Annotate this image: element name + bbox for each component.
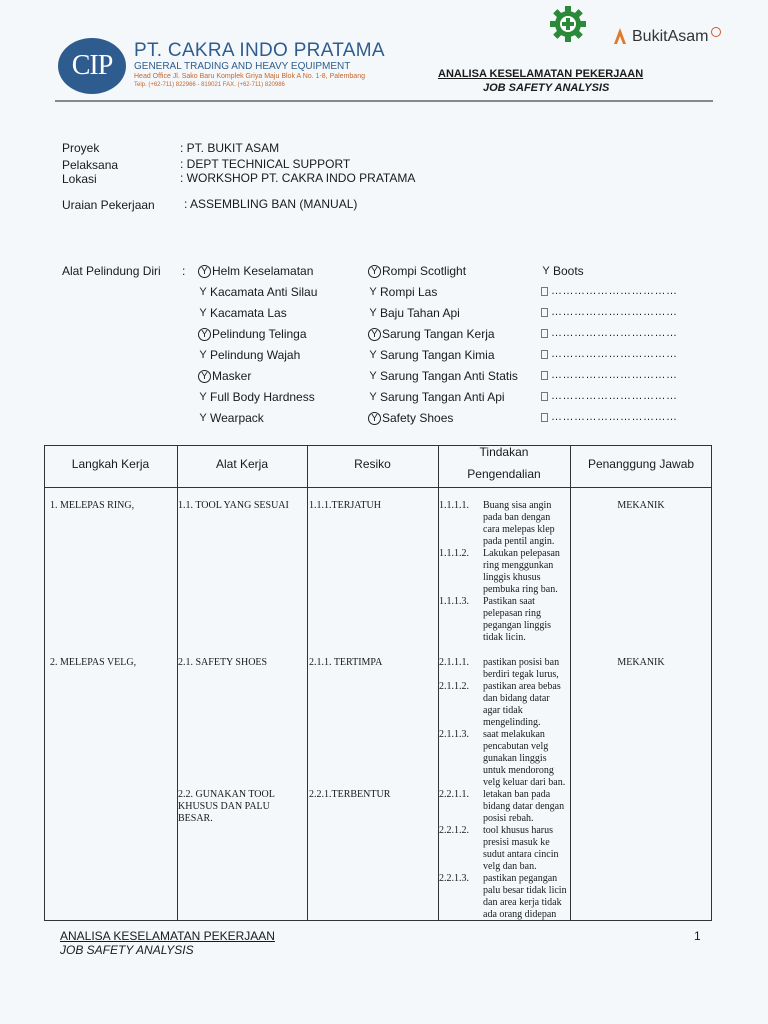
unchecked-mark-icon: Y xyxy=(199,412,207,424)
cell-alat: 2.2. GUNAKAN TOOL KHUSUS DAN PALU BESAR. xyxy=(178,789,275,824)
step-text: letakan ban pada bidang datar dengan posisi rebah. xyxy=(483,789,565,824)
step-text: pastikan pegangan palu besar tidak licin dan area kerja tidak ada orang didepan xyxy=(483,873,567,920)
step-text: saat melakukan pencabutan velg gunakan linggis untuk mendorong velg keluar dari ban. xyxy=(483,729,566,788)
tindakan-step xyxy=(439,729,569,789)
step-number: 2.2.1.2. xyxy=(439,825,469,836)
cell-langkah: 1. MELEPAS RING, xyxy=(50,500,135,511)
footer-subtitle: JOB SAFETY ANALYSIS xyxy=(60,943,194,957)
unchecked-mark-icon: Y xyxy=(199,349,207,361)
info-value-pelaksana: : DEPT TECHNICAL SUPPORT xyxy=(180,157,351,171)
apd-blank-line xyxy=(541,411,678,423)
fill-line: …………………………… xyxy=(551,306,678,318)
step-number: 1.1.1.3. xyxy=(439,596,469,607)
checked-circle-icon: Y xyxy=(368,412,381,425)
tindakan-step xyxy=(439,657,569,681)
apd-item xyxy=(368,348,495,362)
fill-line: …………………………… xyxy=(551,390,678,402)
step-number: 2.2.1.3. xyxy=(439,873,469,884)
fill-line: …………………………… xyxy=(551,348,678,360)
th-tindakan: Tindakan xyxy=(479,445,529,459)
cell-alat: 2.1. SAFETY SHOES xyxy=(178,657,268,668)
apd-item-label: Sarung Tangan Anti Statis xyxy=(380,369,518,383)
apd-item xyxy=(198,285,317,299)
page-number: 1 xyxy=(694,929,701,943)
cell-langkah: 2. MELEPAS VELG, xyxy=(50,657,137,668)
apd-item-label: Masker xyxy=(212,369,252,383)
unchecked-mark-icon: Y xyxy=(199,391,207,403)
apd-item xyxy=(368,327,495,341)
tindakan-step xyxy=(439,873,569,921)
apd-item-label: Sarung Tangan Anti Api xyxy=(380,390,505,404)
unchecked-mark-icon: Y xyxy=(369,370,377,382)
registered-mark-icon xyxy=(711,27,721,37)
step-text: pastikan area bebas dan bidang datar agar tidak mengelinding. xyxy=(483,681,561,728)
cell-pj: MEKANIK xyxy=(617,500,665,511)
table-col-divider xyxy=(570,445,571,921)
company-phone: Telp. (+62-711) 822966 - 819021 FAX. (+62-711) 820986 xyxy=(134,82,285,88)
checkbox-icon xyxy=(541,371,548,380)
fill-line: …………………………… xyxy=(551,411,678,423)
cell-tindakan xyxy=(439,657,569,789)
apd-item xyxy=(198,264,313,278)
info-value-uraian: : ASSEMBLING BAN (MANUAL) xyxy=(184,197,358,211)
fill-line: …………………………… xyxy=(551,327,678,339)
th-penanggung-jawab: Penanggung Jawab xyxy=(587,457,695,471)
apd-item xyxy=(198,306,287,320)
apd-item-label: Safety Shoes xyxy=(382,411,454,425)
apd-blank-line xyxy=(541,306,678,318)
apd-blank-line xyxy=(541,327,678,339)
th-langkah-kerja: Langkah Kerja xyxy=(71,457,150,471)
unchecked-mark-icon: Y xyxy=(369,307,377,319)
apd-item-label: Kacamata Las xyxy=(210,306,287,320)
step-text: Pastikan saat pelepasan ring pegangan linggis tidak licin. xyxy=(483,596,552,643)
step-number: 1.1.1.1. xyxy=(439,500,469,511)
apd-blank-line xyxy=(541,285,678,297)
info-value-lokasi: : WORKSHOP PT. CAKRA INDO PRATAMA xyxy=(180,171,416,185)
checked-circle-icon: Y xyxy=(198,328,211,341)
apd-item xyxy=(368,369,518,383)
step-number: 2.2.1.1. xyxy=(439,789,469,800)
info-label-proyek: Proyek xyxy=(62,141,100,155)
checkbox-icon xyxy=(541,329,548,338)
unchecked-mark-icon: Y xyxy=(199,307,207,319)
apd-item-label: Boots xyxy=(553,264,584,278)
apd-item xyxy=(368,285,437,299)
apd-item-label: Kacamata Anti Silau xyxy=(210,285,318,299)
apd-item xyxy=(198,390,315,404)
apd-blank-line xyxy=(541,348,678,360)
step-number: 2.1.1.3. xyxy=(439,729,469,740)
apd-item-label: Helm Keselamatan xyxy=(212,264,314,278)
fill-line: …………………………… xyxy=(551,369,678,381)
apd-item xyxy=(368,390,505,404)
company-logo: CIP xyxy=(58,38,126,94)
apd-item-label: Pelindung Wajah xyxy=(210,348,301,362)
apd-item-label: Rompi Scotlight xyxy=(382,264,467,278)
apd-item xyxy=(368,264,466,278)
table-col-divider xyxy=(307,445,308,921)
step-number: 1.1.1.2. xyxy=(439,548,469,559)
apd-item-label: Sarung Tangan Kerja xyxy=(382,327,495,341)
doc-subtitle: JOB SAFETY ANALYSIS xyxy=(483,82,610,94)
tindakan-step xyxy=(439,500,569,548)
unchecked-mark-icon: Y xyxy=(542,265,550,277)
header-divider xyxy=(55,100,713,102)
cell-tindakan xyxy=(439,789,569,921)
apd-label: Alat Pelindung Diri xyxy=(62,264,161,278)
cell-resiko: 2.2.1.TERBENTUR xyxy=(309,789,391,800)
apd-item-label: Rompi Las xyxy=(380,285,438,299)
apd-item xyxy=(368,306,460,320)
company-name: PT. CAKRA INDO PRATAMA xyxy=(134,40,385,61)
unchecked-mark-icon: Y xyxy=(199,286,207,298)
checkbox-icon xyxy=(541,287,548,296)
k3-gear-logo xyxy=(548,4,588,44)
step-text: Buang sisa angin pada ban dengan cara melepas klep pada pentil angin. xyxy=(483,500,555,547)
apd-item xyxy=(198,327,307,341)
unchecked-mark-icon: Y xyxy=(369,391,377,403)
cell-alat: 1.1. TOOL YANG SESUAI xyxy=(178,500,289,511)
step-text: pastikan posisi ban berdiri tegak lurus, xyxy=(483,657,560,680)
apd-blank-line xyxy=(541,369,678,381)
checked-circle-icon: Y xyxy=(198,370,211,383)
checked-circle-icon: Y xyxy=(198,265,211,278)
checked-circle-icon: Y xyxy=(368,328,381,341)
checked-circle-icon: Y xyxy=(368,265,381,278)
info-value-proyek: : PT. BUKIT ASAM xyxy=(180,141,280,155)
apd-item xyxy=(198,369,251,383)
apd-item xyxy=(368,411,453,425)
bukitasam-logo-text: BukitAsam xyxy=(632,28,709,45)
step-number: 2.1.1.1. xyxy=(439,657,469,668)
cell-tindakan xyxy=(439,500,569,644)
tindakan-step xyxy=(439,825,569,873)
company-subtitle: GENERAL TRADING AND HEAVY EQUIPMENT xyxy=(134,61,351,72)
apd-item-label: Baju Tahan Api xyxy=(380,306,460,320)
apd-item-boots xyxy=(541,264,584,278)
step-text: tool khusus harus presisi masuk ke sudut antara cincin velg dan ban. xyxy=(483,825,559,872)
bukitasam-logo-icon xyxy=(612,26,628,46)
footer-title: ANALISA KESELAMATAN PEKERJAAN xyxy=(60,929,275,943)
apd-item-label: Pelindung Telinga xyxy=(212,327,307,341)
table-header-divider xyxy=(44,487,712,488)
step-text: Lakukan pelepasan ring menggunkan linggis khusus pembuka ring ban. xyxy=(483,548,560,595)
jsa-table xyxy=(44,445,712,921)
company-address: Head Office Jl. Sako Baru Komplek Griya Maju Blok A No. 1-8, Palembang xyxy=(134,73,365,80)
table-col-divider xyxy=(177,445,178,921)
apd-colon: : xyxy=(182,264,186,278)
fill-line: …………………………… xyxy=(551,285,678,297)
th-resiko: Resiko xyxy=(354,457,391,471)
cell-resiko: 2.1.1. TERTIMPA xyxy=(309,657,383,668)
doc-title: ANALISA KESELAMATAN PEKERJAAN xyxy=(438,68,644,80)
info-label-lokasi: Lokasi xyxy=(62,172,97,186)
apd-item xyxy=(198,411,264,425)
th-alat-kerja: Alat Kerja xyxy=(215,457,269,471)
checkbox-icon xyxy=(541,413,548,422)
unchecked-mark-icon: Y xyxy=(369,349,377,361)
checkbox-icon xyxy=(541,392,548,401)
tindakan-step xyxy=(439,596,569,644)
apd-item-label: Sarung Tangan Kimia xyxy=(380,348,495,362)
cell-pj: MEKANIK xyxy=(617,657,665,668)
checkbox-icon xyxy=(541,308,548,317)
info-label-pelaksana: Pelaksana xyxy=(62,158,119,172)
th-pengendalian: Pengendalian xyxy=(467,467,541,481)
apd-item-label: Full Body Hardness xyxy=(210,390,315,404)
step-number: 2.1.1.2. xyxy=(439,681,469,692)
cell-resiko: 1.1.1.TERJATUH xyxy=(309,500,381,511)
apd-item-label: Wearpack xyxy=(210,411,264,425)
tindakan-step xyxy=(439,548,569,596)
info-label-uraian: Uraian Pekerjaan xyxy=(62,198,155,212)
apd-item xyxy=(198,348,300,362)
checkbox-icon xyxy=(541,350,548,359)
tindakan-step xyxy=(439,681,569,729)
apd-blank-line xyxy=(541,390,678,402)
unchecked-mark-icon: Y xyxy=(369,286,377,298)
tindakan-step xyxy=(439,789,569,825)
